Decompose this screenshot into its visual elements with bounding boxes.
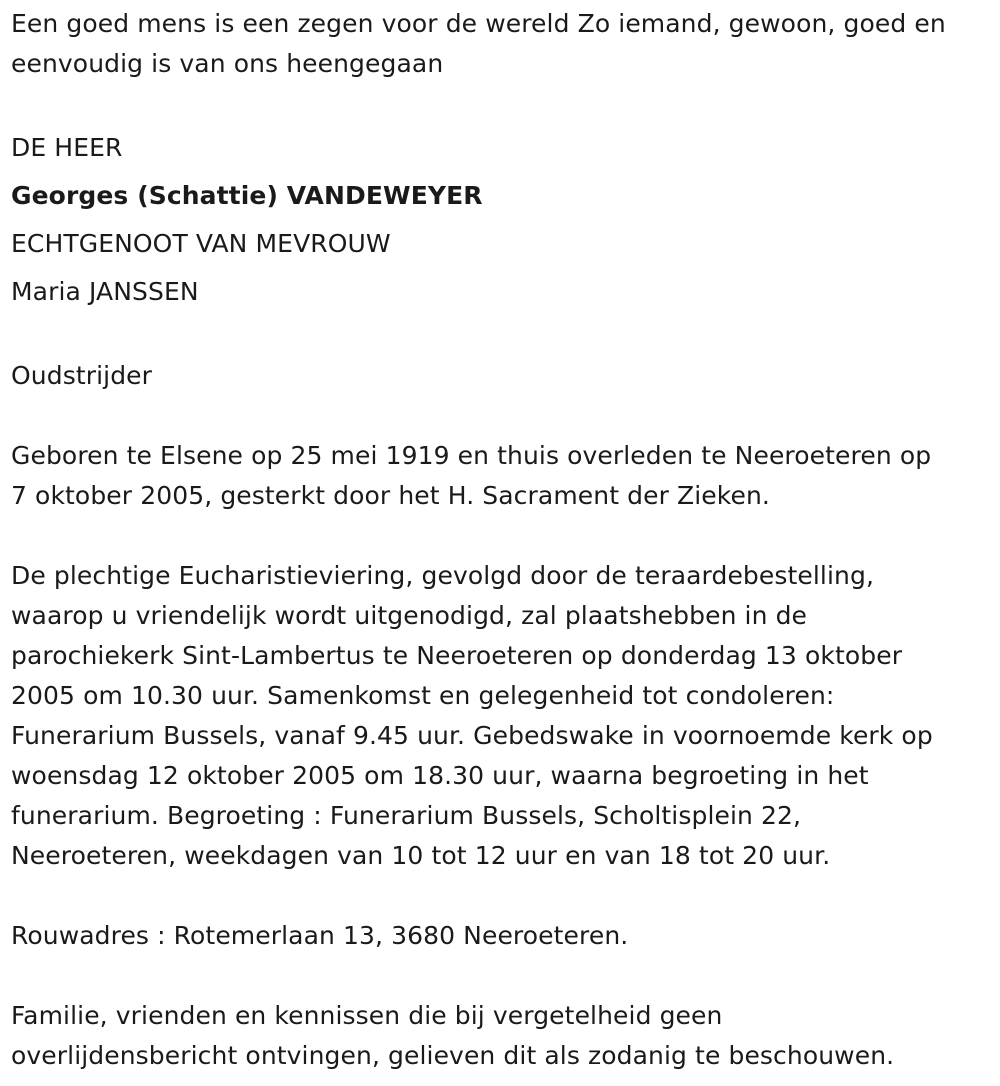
- spouse-label: ECHTGENOOT VAN MEVROUW: [11, 229, 391, 258]
- spacer: [11, 396, 996, 436]
- name-block: [11, 124, 996, 316]
- spacer: [11, 516, 996, 556]
- intro-text: Een goed mens is een zegen voor de wereld Zo iemand, gewoon, goed en eenvoudig is van ons heengegaan: [11, 9, 946, 78]
- birth-death-text: Geboren te Elsene op 25 mei 1919 en thuis overleden te Neeroeteren op 7 oktober 2005, gesterkt door het H. Sacrament der Zieken.: [11, 441, 932, 510]
- spacer: [11, 956, 996, 996]
- closing-text: Familie, vrienden en kennissen die bij vergetelheid geen overlijdensbericht ontvingen, gelieven dit als zodanig te beschouwen.: [11, 1001, 895, 1070]
- spouse-name: Maria JANSSEN: [11, 277, 199, 306]
- spacer: [11, 316, 996, 356]
- spacer: [11, 84, 996, 124]
- ceremony-text: De plechtige Eucharistieviering, gevolgd door de teraardebestelling, waarop u vriendelijk wordt uitgenodigd, zal plaatshebben in de parochiekerk Sint-Lambertus te Neeroeteren op donderdag 13 oktober 2005 om 10.30 uur. Samenkomst en gelegenheid tot condoleren: Funerarium Bussels, vanaf 9.45 uur. Gebedswake in voornoemde kerk op woensdag 12 oktober 2005 om 18.30 uur, waarna begroeting in het funerarium. Begroeting : Funerarium Bussels, Scholtisplein 22, Neeroeteren, weekdagen van 10 tot 12 uur en van 18 tot 20 uur.: [11, 561, 933, 870]
- honorific-title: DE HEER: [11, 133, 123, 162]
- spacer: [11, 876, 996, 916]
- obituary-document: [11, 4, 996, 1076]
- deceased-name: Georges (Schattie) VANDEWEYER: [11, 181, 483, 210]
- occupation-text: Oudstrijder: [11, 361, 153, 390]
- mourning-address: Rouwadres : Rotemerlaan 13, 3680 Neeroeteren.: [11, 921, 629, 950]
